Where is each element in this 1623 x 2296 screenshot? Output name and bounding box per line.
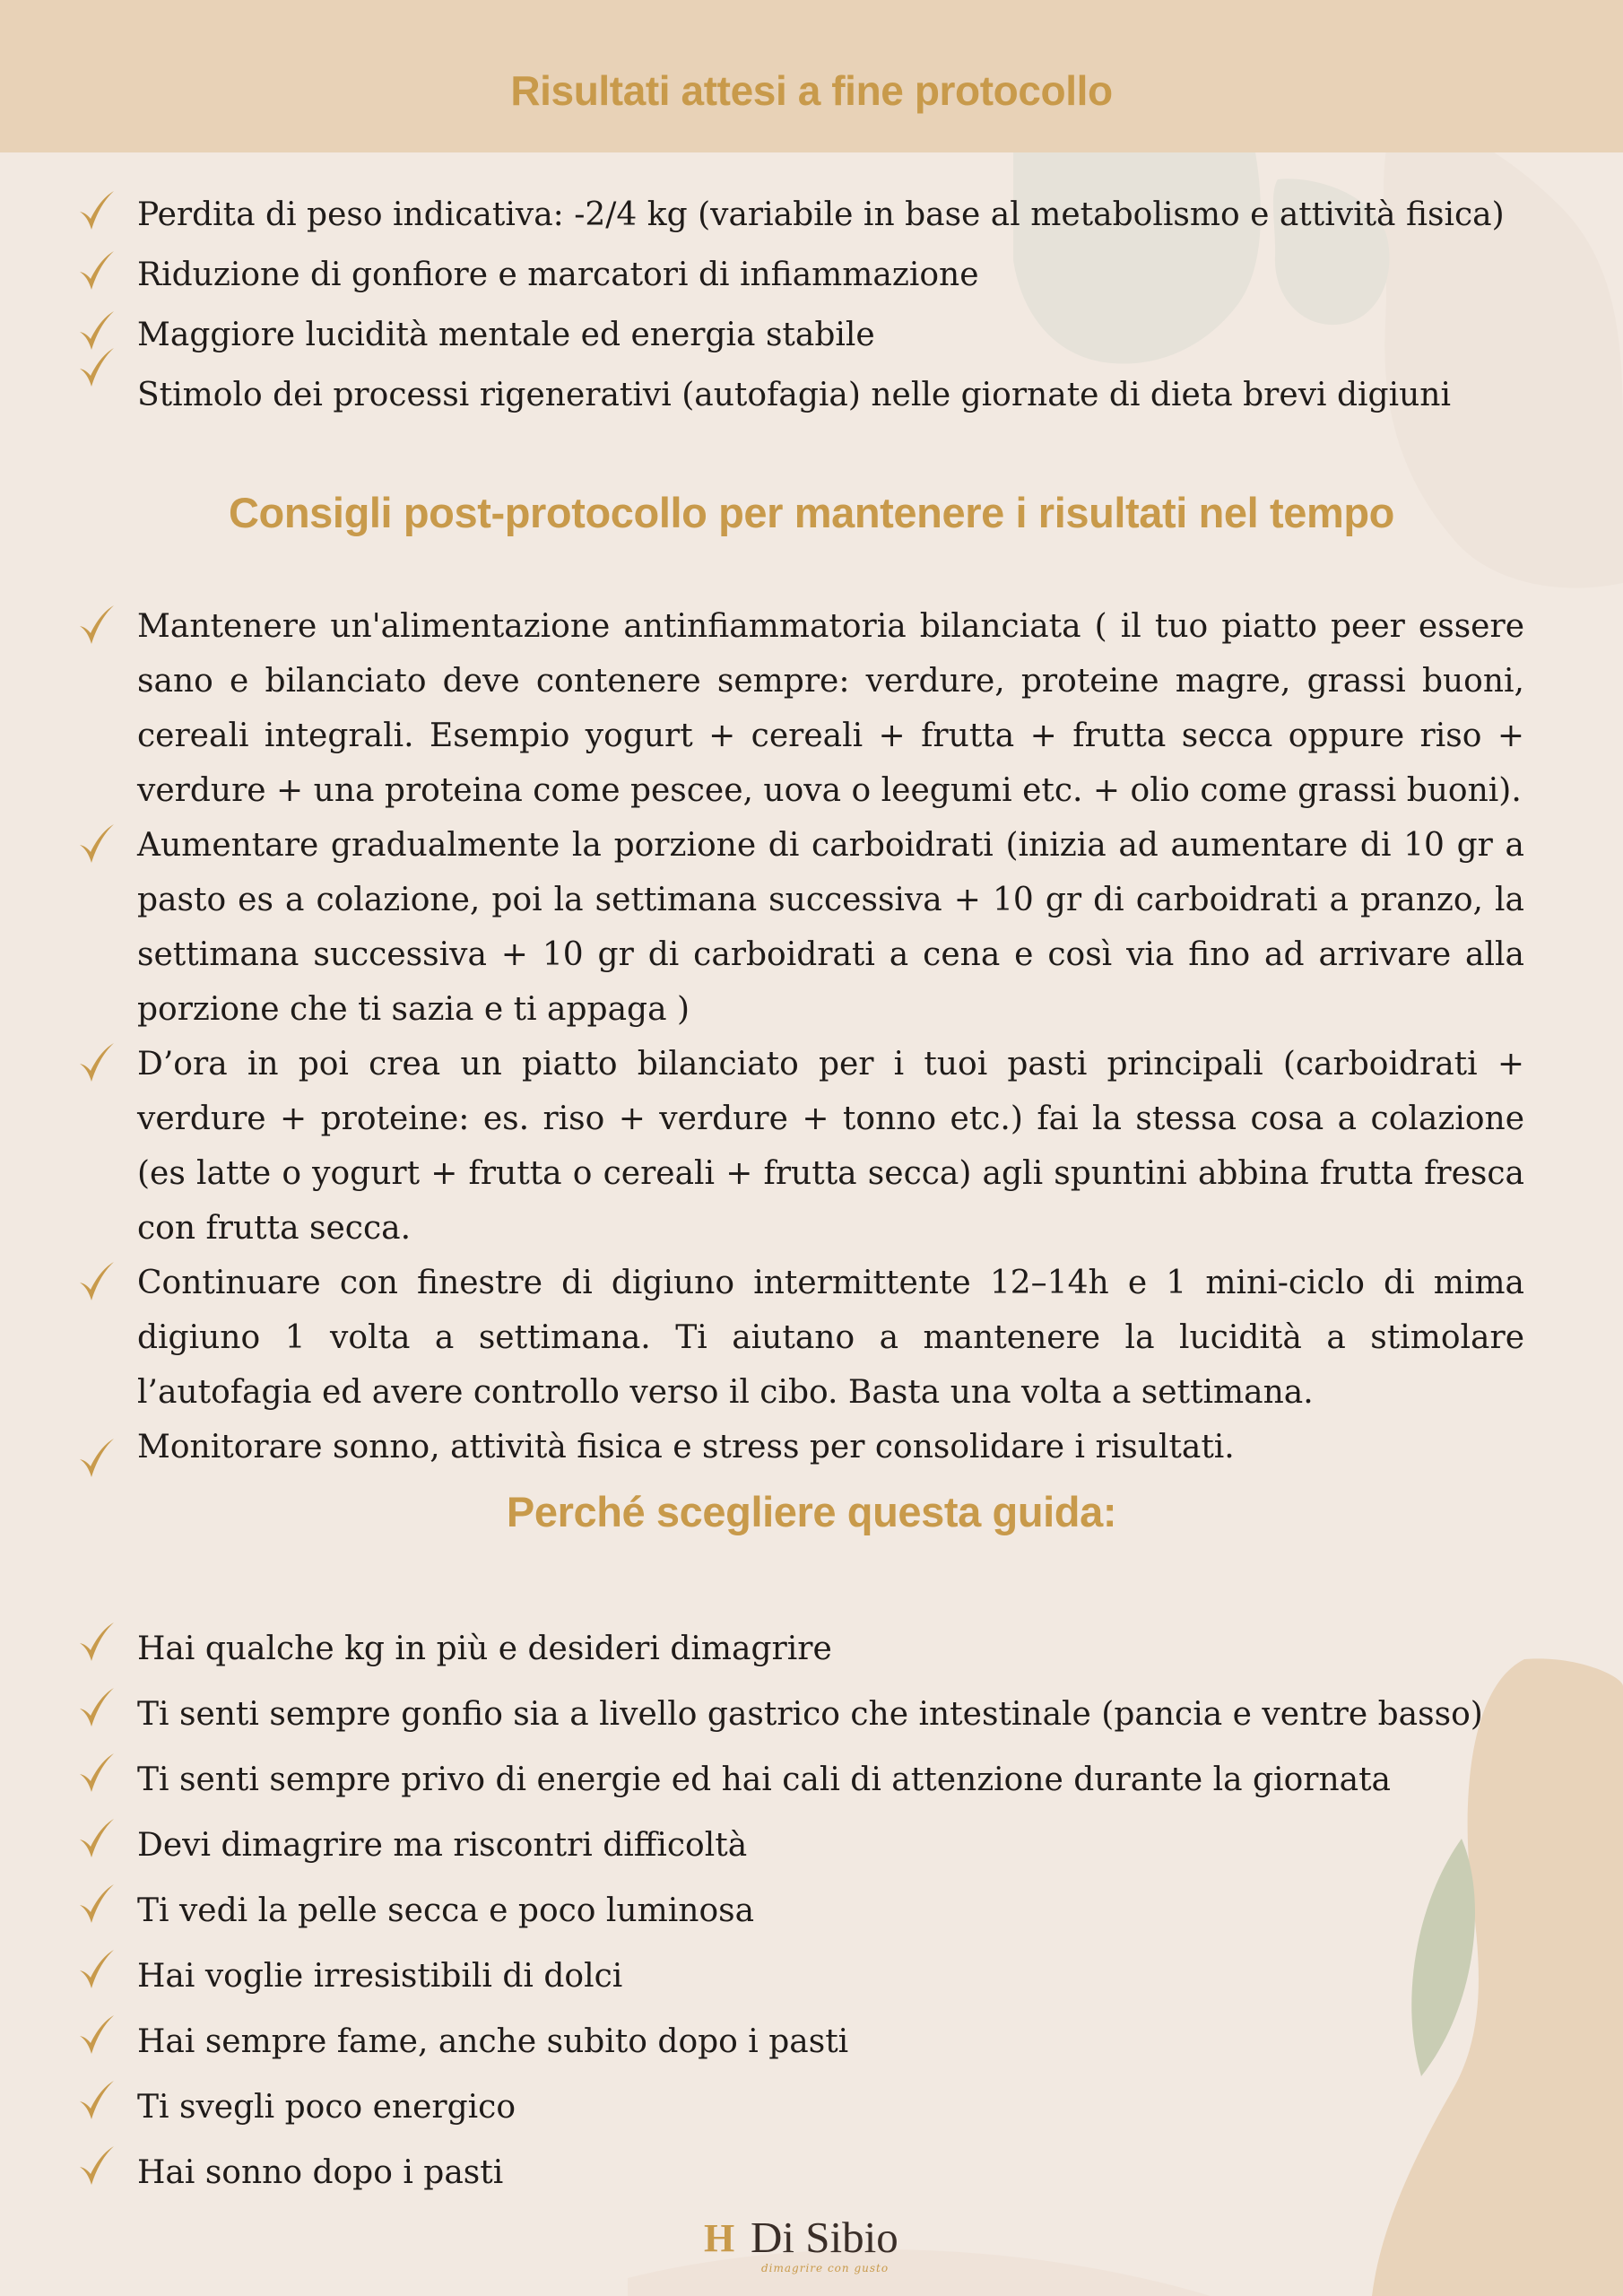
list-item-text: Ti senti sempre privo di energie ed hai cali di attenzione durante la giornata xyxy=(137,1761,1392,1798)
list-item xyxy=(0,305,1623,365)
list-item-text: Perdita di peso indicativa: -2/4 kg (variabile in base al metabolismo e attività fisica) xyxy=(137,196,1505,233)
list-item-text: Aumentare gradualmente la porzione di carboidrati (inizia ad aumentare di 10 gr a pasto es a colazione, poi la settimana successiva + 10 gr di carboidrati a pranzo, la settimana successiva + 10 gr di carboidrati a cena e così via fino ad arrivare alla porzione che ti sazia e ti appaga ) xyxy=(137,827,1524,1028)
list-item xyxy=(0,2074,1623,2140)
list-item-text: Ti senti sempre gonfio sia a livello gastrico che intestinale (pancia e ventre basso) xyxy=(137,1696,1483,1733)
checkmark-icon xyxy=(76,1259,116,1306)
list-item-text: Ti svegli poco energico xyxy=(137,2089,516,2126)
checkmark-icon xyxy=(76,822,116,868)
list-item xyxy=(0,245,1623,305)
list-item-text: Riduzione di gonfiore e marcatori di infiammazione xyxy=(137,257,979,293)
checkmark-icon xyxy=(76,2078,116,2125)
advice-list xyxy=(0,599,1623,1474)
checkmark-icon xyxy=(76,188,116,235)
list-item-text: Maggiore lucidità mentale ed energia stabile xyxy=(137,317,875,353)
logo-tagline: dimagrire con gusto xyxy=(761,2262,890,2274)
list-item xyxy=(0,1037,1623,1256)
checkmark-icon xyxy=(76,603,116,649)
checkmark-icon xyxy=(76,1620,116,1666)
list-item xyxy=(0,1944,1623,2009)
list-item xyxy=(0,599,1623,818)
checkmark-icon xyxy=(76,1882,116,1928)
checkmark-icon xyxy=(76,1040,116,1087)
list-item xyxy=(0,1420,1623,1474)
checkmark-icon xyxy=(76,2013,116,2059)
list-item xyxy=(0,1813,1623,1878)
why-list xyxy=(0,1616,1623,2205)
list-item-text: Hai qualche kg in più e desideri dimagrire xyxy=(137,1631,832,1667)
list-item xyxy=(0,818,1623,1037)
list-item xyxy=(0,2009,1623,2074)
checkmark-icon xyxy=(76,1685,116,1732)
list-item-text: Mantenere un'alimentazione antinfiammatoria bilanciata ( il tuo piatto peer essere sano e bilanciato deve contenere sempre: verdure, proteine magre, grassi buoni, cereali integrali. Esempio yogurt + cereali + frutta + frutta secca oppure riso + verdure + una proteina come pescee, uova o leegumi etc. + olio come grassi buoni). xyxy=(137,608,1524,809)
list-item xyxy=(0,365,1623,425)
list-item-text: Monitorare sonno, attività fisica e stress per consolidare i risultati. xyxy=(137,1429,1235,1465)
checkmark-icon xyxy=(76,248,116,295)
checkmark-icon xyxy=(76,2144,116,2190)
list-item-text: Hai voglie irresistibili di dolci xyxy=(137,1958,623,1995)
list-item xyxy=(0,1878,1623,1944)
list-item-text: Ti vedi la pelle secca e poco luminosa xyxy=(137,1892,755,1929)
checkmark-icon xyxy=(76,1947,116,1994)
brand-logo xyxy=(704,2212,919,2274)
list-item xyxy=(0,1256,1623,1420)
checkmark-icon xyxy=(76,1816,116,1863)
results-heading: Risultati attesi a fine protocollo xyxy=(510,67,1113,114)
why-heading: Perché scegliere questa guida: xyxy=(506,1488,1117,1535)
list-item xyxy=(0,185,1623,245)
list-item-text: Hai sonno dopo i pasti xyxy=(137,2154,504,2191)
list-item xyxy=(0,1616,1623,1682)
list-item xyxy=(0,2140,1623,2205)
list-item-text: Hai sempre fame, anche subito dopo i pasti xyxy=(137,2023,849,2060)
advice-heading: Consigli post-protocollo per mantenere i risultati nel tempo xyxy=(229,489,1394,536)
list-item-text: Devi dimagrire ma riscontri difficoltà xyxy=(137,1827,748,1864)
list-item-text: D’ora in poi crea un piatto bilanciato per i tuoi pasti principali (carboidrati + verdure + proteine: es. riso + verdure + tonno etc.) fai la stessa cosa a colazione (es latte o yogurt + frutta o cereali + frutta secca) agli spuntini abbina frutta fresca con frutta secca. xyxy=(137,1046,1524,1247)
list-item xyxy=(0,1682,1623,1747)
list-item-text: Stimolo dei processi rigenerativi (autofagia) nelle giornate di dieta brevi digiuni xyxy=(137,377,1451,413)
logo-mark-icon: H xyxy=(704,2216,730,2260)
list-item xyxy=(0,1747,1623,1813)
checkmark-icon xyxy=(76,1751,116,1797)
logo-text: Di Sibio xyxy=(751,2213,898,2262)
results-list xyxy=(0,185,1623,425)
list-item-text: Continuare con finestre di digiuno intermittente 12–14h e 1 mini-ciclo di mima digiuno 1 volta a settimana. Ti aiutano a mantenere la lucidità a stimolare l’autofagia ed avere controllo verso il cibo. Basta una volta a settimana. xyxy=(137,1265,1524,1411)
checkmark-icon xyxy=(76,345,116,392)
checkmark-icon xyxy=(76,1436,116,1483)
